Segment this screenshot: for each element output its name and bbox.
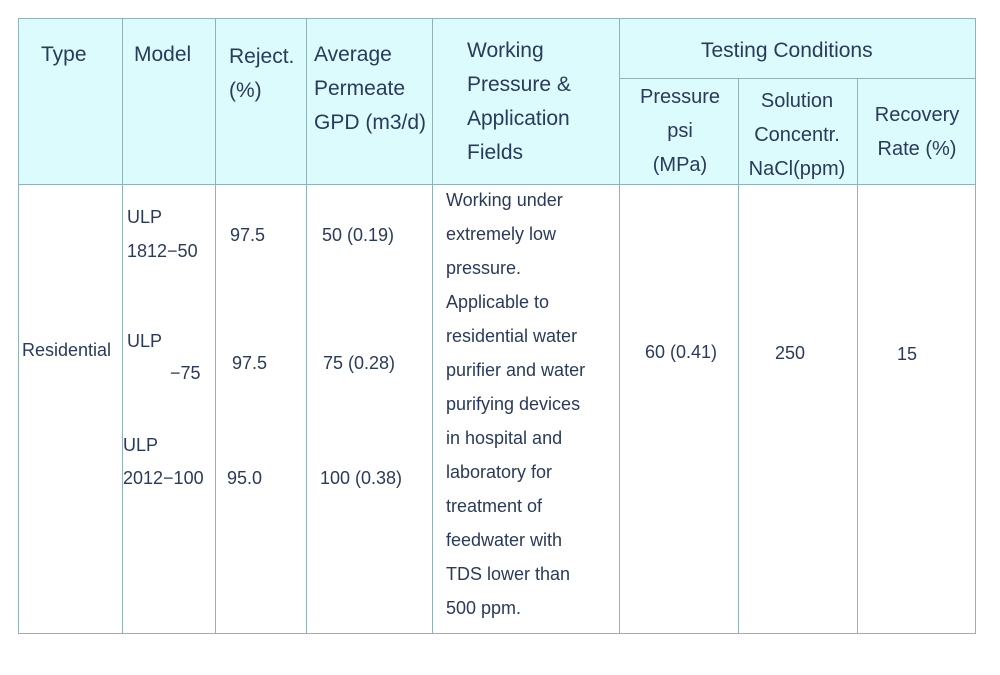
header-model: Model [134,43,192,66]
body-cell-solution [738,184,858,634]
reject-3: 95.0 [227,468,263,488]
row-type: Residential [22,340,112,360]
header-type: Type [41,43,87,66]
model-3-line1: ULP [123,435,159,455]
spec-table [18,18,976,634]
body-cell-recovery [857,184,976,634]
permeate-2: 75 (0.28) [323,353,396,373]
model-3-line2: 2012−100 [123,468,204,488]
model-1-line1: ULP [127,207,163,227]
permeate-1: 50 (0.19) [322,225,395,245]
pressure-value: 60 (0.41) [645,342,718,362]
permeate-3: 100 (0.38) [320,468,403,488]
model-2-line1: ULP [127,331,163,351]
model-2-line2: −75 [170,363,201,383]
header-recovery: Recovery Rate (%) [874,104,960,160]
header-working: Working Pressure & Application Fields [467,39,571,164]
working-description: Working under extremely low pressure. Applicable to residential water purifier and water purifying devices in hospital and laboratory for treatment of feedwater with TDS lower than 500 ppm. [446,190,586,618]
reject-1: 97.5 [230,225,266,245]
header-reject: Reject. (%) [229,45,295,102]
header-solution: Solution Concentr. NaCl(ppm) [748,90,846,180]
recovery-value: 15 [897,344,918,364]
header-permeate: Average Permeate GPD (m3/d) [314,43,427,134]
body-cell-pressure [619,184,739,634]
header-pressure: Pressure psi (MPa) [639,86,721,176]
model-1-line2: 1812−50 [127,241,198,261]
body-cell-type [18,184,123,634]
solution-value: 250 [775,343,806,363]
reject-2: 97.5 [232,353,268,373]
header-testing: Testing Conditions [701,39,873,62]
